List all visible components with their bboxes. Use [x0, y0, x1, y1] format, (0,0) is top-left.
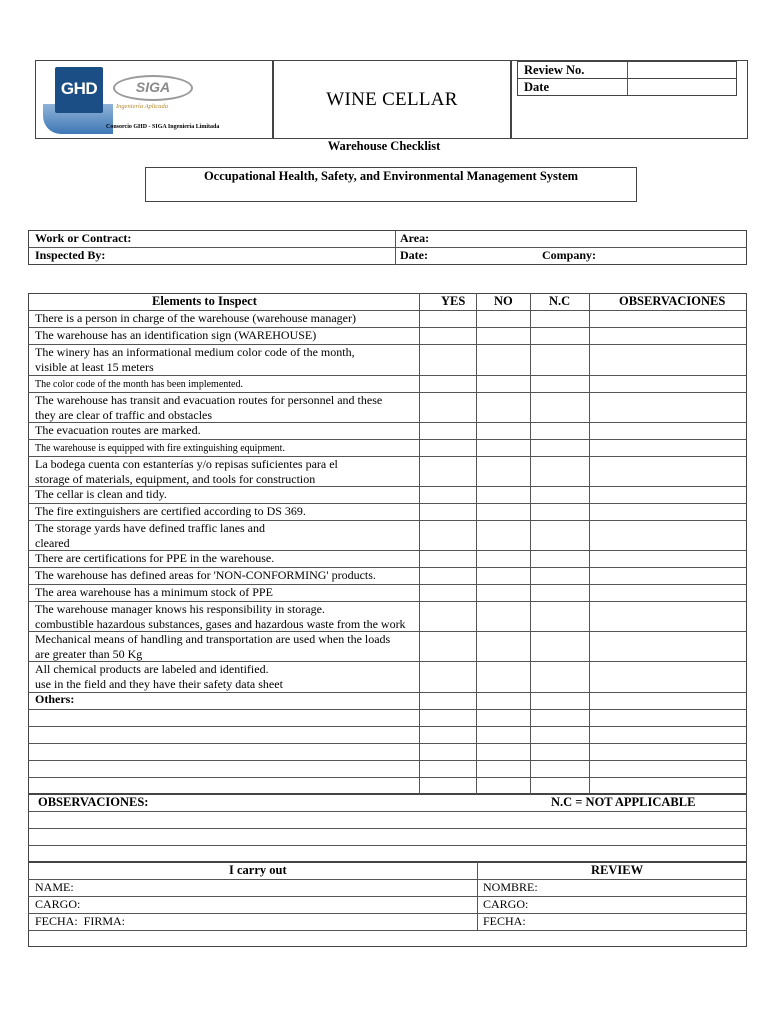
checklist-item: The warehouse has an identification sign (WAREHOUSE): [35, 328, 317, 342]
checklist-row-line: [28, 726, 747, 727]
checklist-row-line: [28, 709, 747, 710]
obs-row-line: [28, 811, 747, 812]
checklist-row-line: [28, 692, 747, 693]
work-contract-label: Work or Contract:: [35, 231, 132, 245]
checklist-item: La bodega cuenta con estanterías y/o repisas suficientes para el storage of materials, equipment, and tools for construction: [35, 457, 338, 486]
siga-logo-text: SIGA: [135, 79, 171, 95]
others-label: Others:: [35, 692, 75, 706]
observations-label: OBSERVACIONES:: [38, 795, 149, 809]
checklist-row-line: [28, 439, 747, 440]
checklist-row-line: [28, 760, 747, 761]
cargo-label-right: CARGO:: [483, 897, 529, 911]
nombre-label: NOMBRE:: [483, 880, 538, 894]
ghd-logo: [55, 67, 103, 113]
fecha-firma-label: FECHA: FIRMA:: [35, 914, 126, 928]
carry-out-header: I carry out: [229, 863, 287, 877]
checklist-col-line: [530, 293, 531, 794]
checklist-item: The area warehouse has a minimum stock of PPE: [35, 585, 273, 599]
checklist-item: The cellar is clean and tidy.: [35, 487, 167, 501]
review-value[interactable]: [628, 62, 736, 77]
signoff-row-line: [28, 930, 747, 931]
checklist-item: The evacuation routes are marked.: [35, 423, 201, 437]
checklist-item: The warehouse has transit and evacuation routes for personnel and these they are clear of traffic and obstacles: [35, 393, 383, 422]
system-title: Occupational Health, Safety, and Environmental Management System: [203, 169, 579, 183]
signoff-row-line: [28, 913, 747, 914]
checklist-item: The warehouse has defined areas for 'NON-CONFORMING' products.: [35, 568, 376, 582]
checklist-col-line: [476, 293, 477, 794]
info-date-label: Date:: [400, 248, 428, 262]
checklist-item: The warehouse is equipped with fire extinguishing equipment.: [35, 443, 285, 454]
document-title-text: WINE CELLAR: [326, 88, 458, 110]
checklist-item: There is a person in charge of the warehouse (warehouse manager): [35, 311, 356, 325]
fecha-label: FECHA:: [483, 914, 526, 928]
document-title: [273, 60, 511, 139]
checklist-item: Mechanical means of handling and transportation are used when the loads are greater than 50 Kg: [35, 632, 391, 661]
checklist-item: The warehouse manager knows his responsibility in storage. combustible hazardous substances, gases and hazardous waste from the work: [35, 602, 406, 631]
checklist-row-line: [28, 743, 747, 744]
ghd-logo-text: GHD: [60, 79, 98, 98]
system-title-box: [145, 167, 637, 202]
checklist-item: All chemical products are labeled and identified. use in the field and they have their safety data sheet: [35, 662, 283, 691]
checklist-item: The fire extinguishers are certified according to DS 369.: [35, 504, 306, 518]
area-label: Area:: [400, 231, 430, 245]
nc-note: N.C = NOT APPLICABLE: [551, 795, 696, 809]
checklist-item: The storage yards have defined traffic lanes and cleared: [35, 521, 266, 550]
obs-row-line: [28, 828, 747, 829]
info-col-divider: [395, 230, 396, 265]
logo-caption: Consorcio GHD - SIGA Ingeniería Limitada: [106, 124, 220, 130]
inspected-by-label: Inspected By:: [35, 248, 106, 262]
signoff-row-line: [28, 879, 747, 880]
review-label: Review No.: [524, 63, 585, 77]
siga-logo: [113, 75, 193, 101]
cargo-label-left: CARGO:: [35, 897, 81, 911]
checklist-item: There are certifications for PPE in the warehouse.: [35, 551, 275, 565]
review-header: REVIEW: [591, 863, 644, 877]
header-yes: YES: [441, 294, 466, 308]
company-label: Company:: [542, 248, 597, 262]
checklist-col-line: [589, 293, 590, 794]
header-elements: Elements to Inspect: [152, 294, 257, 308]
checklist-row-line: [28, 375, 747, 376]
name-label: NAME:: [35, 880, 74, 894]
checklist-item: The winery has an informational medium color code of the month, visible at least 15 meters: [35, 345, 355, 374]
checklist-subtitle: Warehouse Checklist: [327, 139, 441, 153]
header-nc: N.C: [549, 294, 571, 308]
signoff-col-divider: [477, 862, 478, 930]
date-value[interactable]: [628, 79, 736, 94]
header-observaciones: OBSERVACIONES: [619, 294, 726, 308]
info-row-divider: [28, 247, 747, 248]
checklist-row-line: [28, 777, 747, 778]
checklist-col-line: [419, 293, 420, 794]
obs-row-line: [28, 845, 747, 846]
logo-tagline: Ingeniería Aplicada: [116, 103, 169, 110]
header-no: NO: [494, 294, 513, 308]
checklist-item: The color code of the month has been implemented.: [35, 379, 243, 390]
date-label: Date: [524, 80, 549, 94]
signoff-row-line: [28, 896, 747, 897]
